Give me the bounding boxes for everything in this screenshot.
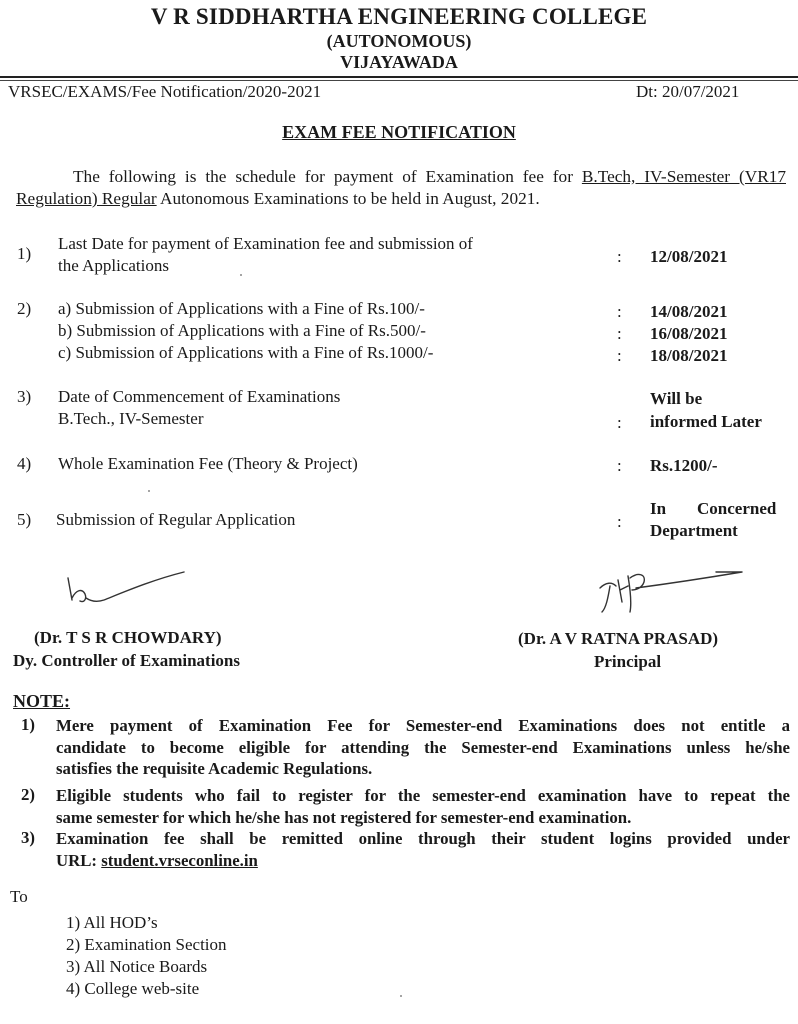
schedule-colon: : [617, 346, 622, 365]
note-num: 2) [21, 785, 35, 804]
schedule-colon: : [617, 324, 622, 343]
to-label: To [10, 887, 28, 906]
note-num: 1) [21, 715, 35, 734]
schedule-text: Submission of Regular Application [56, 510, 296, 529]
schedule-num: 4) [17, 454, 32, 473]
note-title: NOTE: [13, 691, 71, 711]
signatory-right-title: Principal [594, 652, 662, 671]
schedule-num: 5) [17, 510, 32, 529]
schedule-colon: : [617, 512, 622, 531]
student-portal-link[interactable]: student.vrseconline.in [101, 850, 258, 870]
page-title: EXAM FEE NOTIFICATION [282, 122, 516, 142]
schedule-value: Department [650, 521, 738, 540]
schedule-text: b) Submission of Applications with a Fine of Rs.500/- [58, 321, 426, 340]
header-rule-thin [0, 80, 798, 81]
signature-right [596, 568, 746, 628]
schedule-text: a) Submission of Applications with a Fine of Rs.100/- [58, 299, 425, 318]
schedule-text: Date of Commencement of Examinations [58, 387, 341, 406]
schedule-value: Rs.1200/- [650, 456, 718, 475]
schedule-value: 14/08/2021 [650, 302, 728, 321]
schedule-num: 2) [17, 299, 32, 318]
schedule-value: Concerned [697, 499, 777, 518]
note-item: Eligible students who fail to register for the semester-end examination have to repeat the same semester for which he/she has not registered for semester-end examination. [56, 786, 790, 827]
signatory-right-name: (Dr. A V RATNA PRASAD) [518, 629, 719, 648]
schedule-value: informed Later [650, 412, 762, 431]
recipient-item: 2) Examination Section [66, 935, 227, 954]
schedule-text: the Applications [58, 256, 169, 275]
schedule-colon: : [617, 302, 622, 321]
schedule-colon: : [617, 247, 622, 266]
autonomous-label: (AUTONOMOUS) [326, 31, 472, 51]
note-item: Mere payment of Examination Fee for Semester-end Examinations does not entitle a candidate to become eligible for attending the Semester-end Examinations unless he/she satisfies the requisite Academic Regulations. [56, 716, 790, 778]
schedule-num: 3) [17, 387, 32, 406]
city-name: VIJAYAWADA [340, 52, 458, 72]
signatory-left-name: (Dr. T S R CHOWDARY) [34, 628, 222, 647]
note-num: 3) [21, 828, 35, 847]
scan-speck [148, 490, 150, 492]
scan-speck [400, 995, 402, 997]
schedule-text: Last Date for payment of Examination fee and submission of [58, 234, 473, 253]
schedule-value: 16/08/2021 [650, 324, 728, 343]
intro-course: B.Tech, IV-Semester (VR17 Regulation) Regular [16, 167, 786, 208]
schedule-value: 12/08/2021 [650, 247, 728, 266]
schedule-colon: : [617, 456, 622, 475]
recipient-item: 3) All Notice Boards [66, 957, 208, 976]
note-item: Examination fee shall be remitted online through their student logins provided under URL: student.vrseconline.in [56, 829, 790, 870]
signatory-left-title: Dy. Controller of Examinations [13, 651, 240, 670]
scan-speck [240, 274, 242, 276]
schedule-value: 18/08/2021 [650, 346, 728, 365]
recipient-item: 1) All HOD’s [66, 913, 158, 932]
college-name: V R SIDDHARTHA ENGINEERING COLLEGE [150, 4, 648, 29]
schedule-value: Will be [650, 389, 703, 408]
recipient-item: 4) College web-site [66, 979, 200, 998]
reference-number: VRSEC/EXAMS/Fee Notification/2020-2021 [8, 82, 322, 101]
schedule-text: Whole Examination Fee (Theory & Project) [58, 454, 358, 473]
signature-left [60, 568, 190, 628]
intro-paragraph: The following is the schedule for payment of Examination fee for B.Tech, IV-Semester (VR17 Regulation) Regular Autonomous Examinations to be held in August, 2021. [16, 167, 786, 208]
schedule-colon: : [617, 413, 622, 432]
header-rule [0, 76, 798, 78]
schedule-num: 1) [17, 244, 32, 263]
schedule-value: In [650, 499, 667, 518]
notice-date: Dt: 20/07/2021 [636, 82, 740, 101]
schedule-text: B.Tech., IV-Semester [58, 409, 204, 428]
schedule-text: c) Submission of Applications with a Fine of Rs.1000/- [58, 343, 434, 362]
